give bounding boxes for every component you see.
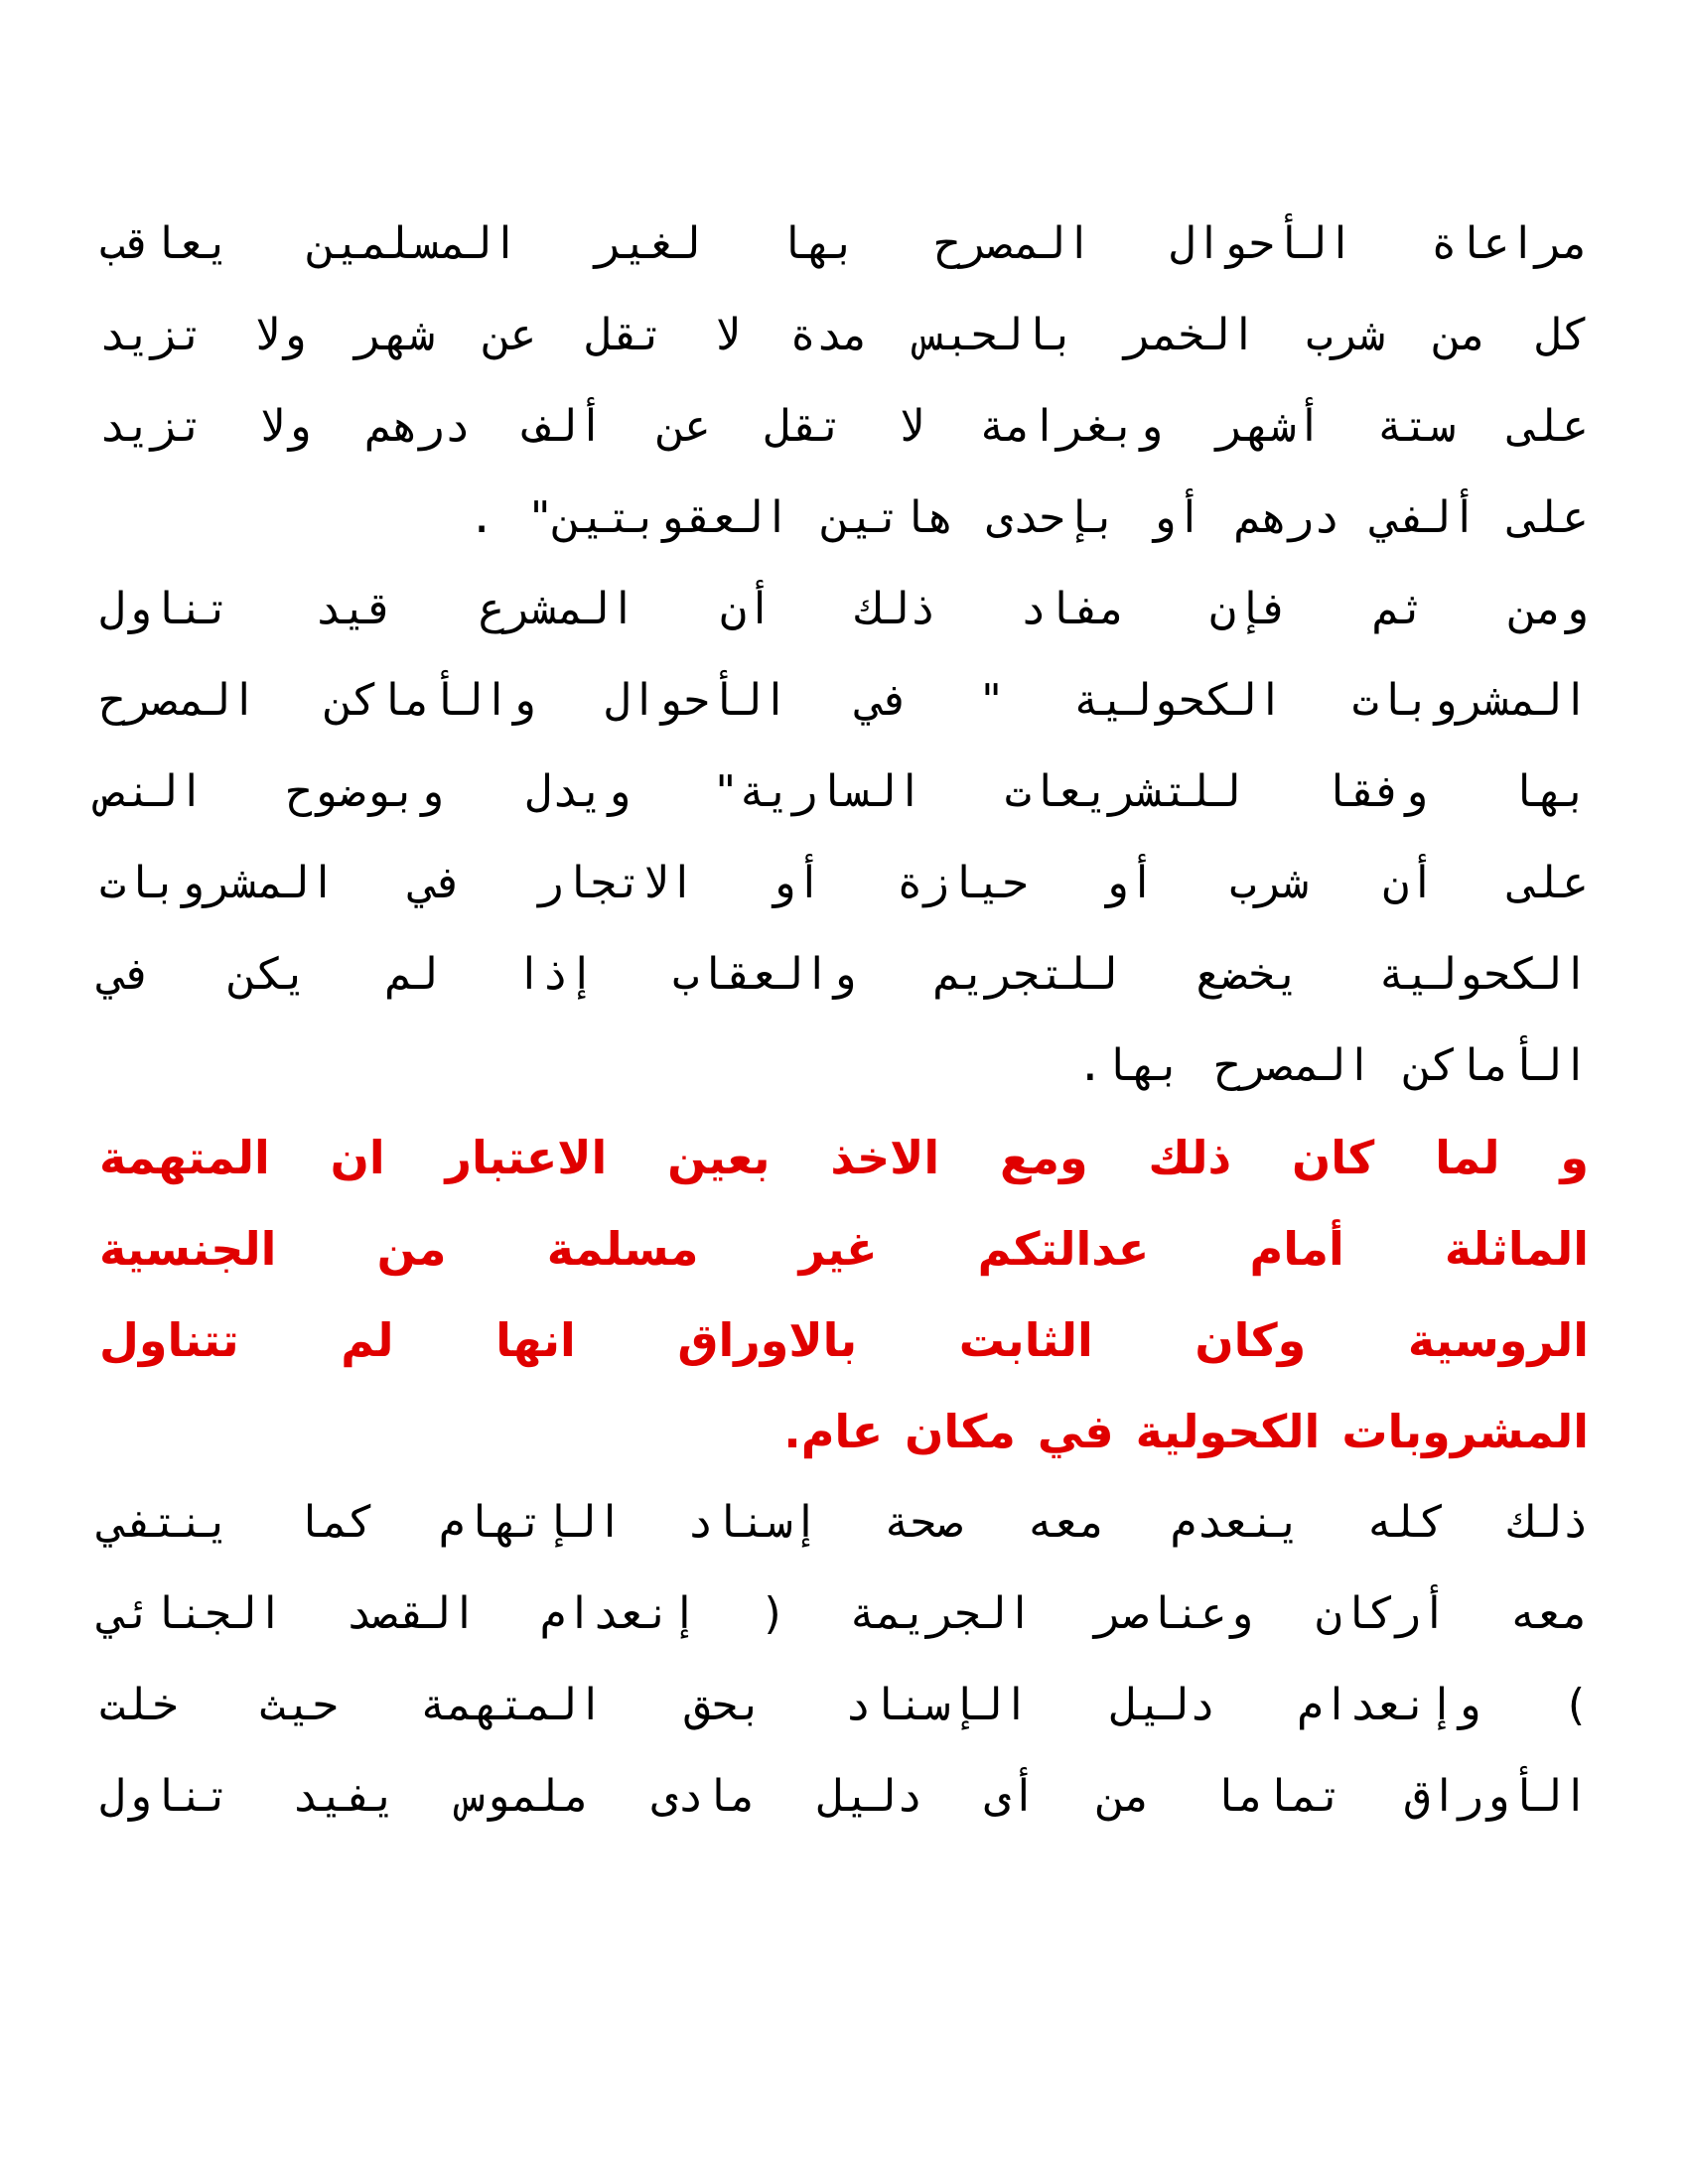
text-line: معه أركان وعناصر الجريمة ( إنعدام القصد الجنائي [99, 1588, 1589, 1639]
text-line: ) وإنعدام دليل الإسناد بحق المتهمة حيث خلت [99, 1680, 1589, 1730]
text-line: على ستة أشهر وبغرامة لا تقل عن ألف درهم ولا تزيد [99, 401, 1589, 452]
highlighted-text-line: الروسية وكان الثابت بالاوراق انها لم تتناول [99, 1313, 1589, 1367]
paragraph-legislative-intent [99, 564, 1589, 1112]
text-line: على أن شرب أو حيازة أو الاتجار في المشروبات [99, 858, 1589, 908]
text-line: ومن ثم فإن مفاد ذلك أن المشرع قيد تناول [99, 584, 1589, 634]
document-page [99, 199, 1589, 1843]
highlighted-text-line: الماثلة أمام عدالتكم غير مسلمة من الجنسية [99, 1222, 1589, 1276]
text-line: الكحولية يخضع للتجريم والعقاب إذا لم يكن في [99, 949, 1589, 1000]
text-line: المشروبات الكحولية " في الأحوال والأماكن المصرح [99, 675, 1589, 726]
paragraph-highlighted-argument [99, 1112, 1589, 1477]
text-line: مراعاة الأحوال المصرح بها لغير المسلمين يعاقب [99, 218, 1589, 269]
paragraph-penalty-text [99, 199, 1589, 564]
text-line: الأماكن المصرح بها. [1076, 1040, 1589, 1091]
text-line: ذلك كله ينعدم معه صحة إسناد الإتهام كما ينتفي [99, 1497, 1589, 1548]
highlighted-text-line: المشروبات الكحولية في مكان عام. [783, 1405, 1589, 1458]
text-line: الأوراق تماما من أى دليل مادى ملموس يفيد تناول [99, 1771, 1589, 1822]
text-line: بها وفقا للتشريعات السارية" ويدل وبوضوح النص [99, 766, 1589, 817]
paragraph-conclusion [99, 1477, 1589, 1843]
text-line: على ألفي درهم أو بإحدى هاتين العقوبتين" . [468, 492, 1589, 543]
highlighted-text-line: و لما كان ذلك ومع الاخذ بعين الاعتبار ان المتهمة [99, 1131, 1589, 1184]
text-line: كل من شرب الخمر بالحبس مدة لا تقل عن شهر ولا تزيد [99, 310, 1589, 360]
